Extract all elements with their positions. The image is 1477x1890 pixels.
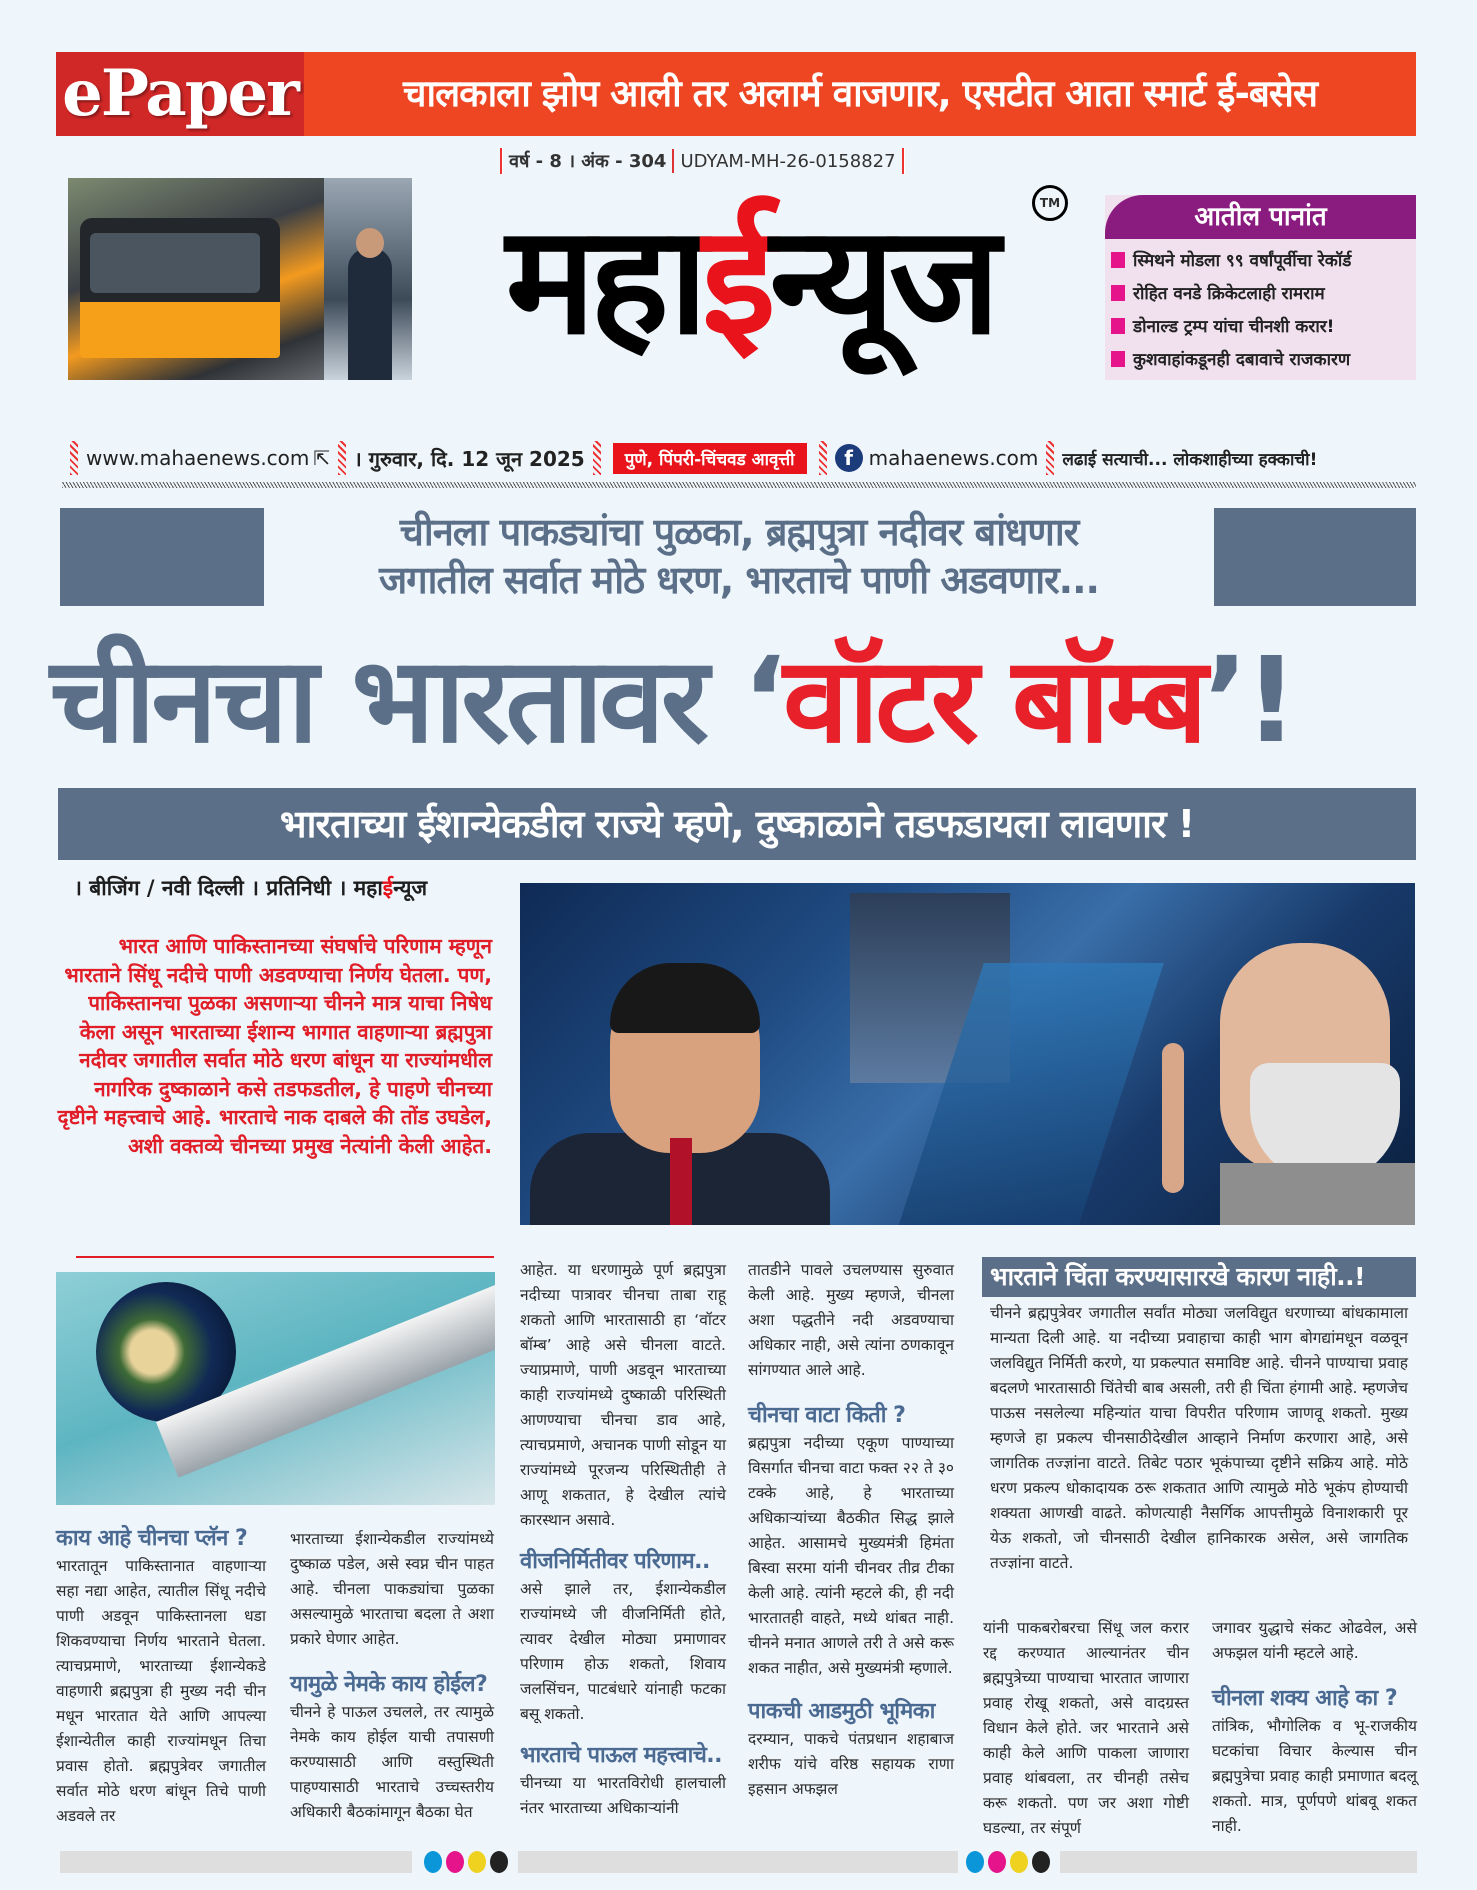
inside-item[interactable] — [1111, 309, 1410, 342]
column-text: तांत्रिक, भौगोलिक व भू-राजकीय घटकांचा विचार केल्यास चीन ब्रह्मपुत्रेचा प्रवाह काही प्रमाणात बदलू शकतो. मात्र, पूर्णपणे थांबवू शकत नाही. — [1212, 1717, 1417, 1835]
sidebar-story — [982, 1257, 1416, 1576]
headline-red: वॉटर बॉम्ब — [782, 631, 1204, 769]
bullet-square-icon — [1111, 318, 1125, 334]
raised-finger — [1162, 1043, 1184, 1193]
zigzag-divider — [70, 441, 78, 475]
inside-item[interactable] — [1111, 243, 1410, 276]
facebook-link[interactable]: mahaenews.com — [868, 446, 1039, 470]
inside-pages-list — [1105, 239, 1416, 379]
dateline-suffix: न्यूज — [393, 876, 428, 900]
logo-red-letter: ई — [701, 192, 770, 368]
column-heading: यामुळे नेमके काय होईल? — [290, 1672, 488, 1697]
leader-right — [1110, 923, 1415, 1225]
column-text: जगावर युद्धाचे संकट ओढवेल, असे अफझल यांनी म्हटले आहे. — [1212, 1619, 1417, 1662]
cursor-icon: ⇱ — [313, 446, 331, 470]
decorative-block-left — [60, 508, 264, 606]
column-2 — [290, 1527, 494, 1825]
bus-window — [90, 233, 260, 293]
registration-number: UDYAM-MH-26-0158827 — [680, 150, 896, 172]
inside-item-label: कुशवाहांकडूनही दबावाचे राजकारण — [1133, 350, 1351, 370]
edition-badge: पुणे, पिंपरी-चिंचवड आवृत्ती — [613, 443, 807, 474]
dateline — [74, 874, 427, 902]
column-heading: चीनला शक्य आहे का ? — [1212, 1686, 1398, 1711]
column-text: तातडीने पावले उचलण्यास सुरुवात केली आहे. मुख्य म्हणजे, चीनला अशा पद्धतीने नदी अडवण्याचा अधिकार नाही, असे त्यांना ठणकावून सांगण्यात आले आहे. — [748, 1261, 954, 1379]
column-1 — [56, 1524, 266, 1829]
cyan-dot-icon — [424, 1851, 442, 1873]
top-headline-link[interactable]: चालकाला झोप आली तर अलार्म वाजणार, एसटीत आता स्मार्ट ई-बसेस — [403, 72, 1317, 115]
lead-headline[interactable] — [50, 625, 1430, 775]
e-bus-photo[interactable] — [68, 178, 412, 380]
inside-item-label: डोनाल्ड ट्रम्प यांचा चीनशी करार! — [1133, 317, 1335, 337]
black-dot-icon — [490, 1851, 508, 1873]
print-registration-strip — [60, 1851, 1417, 1873]
column-heading: काय आहे चीनचा प्लॅन ? — [56, 1526, 248, 1551]
inside-pages-box — [1105, 195, 1416, 380]
subhead-line-2: जगातील सर्वात मोठे धरण, भारताचे पाणी अडवणार... — [379, 558, 1099, 602]
inside-item-label: रोहित वनडे क्रिकेटलाही रामराम — [1133, 284, 1325, 304]
headline-part-2: ’! — [1203, 631, 1295, 769]
black-dot-icon — [1032, 1851, 1050, 1873]
zigzag-divider — [1046, 441, 1054, 475]
logo-text — [430, 170, 1070, 390]
issue-number: वर्ष - 8 । अंक - 304 — [509, 151, 667, 172]
person-figure — [348, 248, 392, 380]
sidebar-text: चीनने ब्रह्मपुत्रेवर जगातील सर्वांत मोठ्या जलविद्युत धरणाच्या बांधकामाला मान्यता दिली आहे. या नदीच्या प्रवाहाचा काही भाग बोगद्यांमधून वळवून जलविद्युत निर्मिती करणे, या प्रकल्पात समाविष्ट आहे. चीनने पाण्याचा प्रवाह बदलणे भारतासाठी चिंतेची बाब असली, तरी ही चिंता हंगामी आहे. म्हणजेच पाऊस नसलेल्या महिन्यांत याचा विपरीत परिणाम जाणवू शकतो. मुख्य म्हणजे हा प्रकल्प चीनसाठीदेखील आव्हाने निर्माण करणारा आहे, असे जागतिक तज्ज्ञांना वाटते. तिबेट पठार भूकंपाच्या दृष्टीने सक्रिय आहे. मोठे धरण प्रकल्प धोकादायक ठरू शकतात आणि त्यामुळे मोठे भूकंप होण्याची शक्यता आणखी वाढते. कोणत्याही नैसर्गिक आपत्तीमुळे विनाशकारी पूर येऊ शकतो, जो चीनसाठी देखील हानिकारक असेल, असे जागतिक तज्ज्ञांना वाटते. — [990, 1304, 1408, 1572]
info-strip — [62, 440, 1416, 476]
column-text: दरम्यान, पाकचे पंतप्रधान शहाबाज शरीफ यांचे वरिष्ठ सहायक राणा इहसान अफझल — [748, 1730, 954, 1798]
magenta-dot-icon — [446, 1851, 464, 1873]
inside-pages-title: आतील पानांत — [1105, 195, 1416, 239]
tagline: लढाई सत्याची... लोकशाहीच्या हक्काची! — [1062, 449, 1318, 470]
grey-bar — [1060, 1851, 1417, 1873]
column-text: चीनने हे पाऊल उचलले, तर त्यामुळे नेमके काय होईल याची तपासणी करण्यासाठी आणि वस्तुस्थिती पाहण्यासाठी भारताचे उच्चस्तरीय अधिकारी बैठकांमागून बैठका घेत — [290, 1703, 494, 1821]
trademark-icon: TM — [1032, 185, 1068, 221]
zigzag-divider — [338, 441, 346, 475]
dateline-prefix: । बीजिंग / नवी दिल्ली । प्रतिनिधी । महा — [74, 876, 383, 900]
grey-bar — [60, 1851, 412, 1873]
magenta-dot-icon — [988, 1851, 1006, 1873]
yellow-dot-icon — [1010, 1851, 1028, 1873]
lead-banner: भारताच्या ईशान्येकडील राज्ये म्हणे, दुष्काळाने तडफडायला लावणार ! — [58, 788, 1416, 860]
dateline-red: ई — [382, 876, 394, 900]
subhead-line-1: चीनला पाकड्यांचा पुळका, ब्रह्मपुत्रा नदीवर बांधणार — [399, 510, 1079, 554]
sidebar-heading: भारताने चिंता करण्यासारखे कारण नाही..! — [982, 1257, 1416, 1297]
lead-lede: भारत आणि पाकिस्तानच्या संघर्षाचे परिणाम म्हणून भारताने सिंधू नदीचे पाणी अडवण्याचा निर्णय घेतला. पण, पाकिस्तानचा पुळका असणाऱ्या चीनने मात्र याचा निषेध केला असून भारताच्या ईशान्य भागात वाहणाऱ्या ब्रह्मपुत्रा नदीवर जगातील सर्वात मोठे धरण बांधून या राज्यांमधील नागरिक दुष्काळाने कसे तडफडतील, हे पाहणे चीनच्या दृष्टीने महत्त्वाचे आहे. भारताचे नाक दाबले की तोंड उघडेल, अशी वक्तव्ये चीनच्या प्रमुख नेत्यांनी केली आहेत. — [57, 934, 492, 1158]
website-link[interactable]: www.mahaenews.com — [86, 446, 310, 470]
inside-item[interactable] — [1111, 342, 1410, 375]
inside-item-label: स्मिथने मोडला ९९ वर्षांपूर्वीचा रेकॉर्ड — [1133, 251, 1352, 271]
hair — [610, 963, 760, 1033]
logo-suffix: न्यूज — [769, 192, 995, 368]
column-text: भारताच्या ईशान्येकडील राज्यांमध्ये दुष्काळ पडेल, असे स्वप्न चीन पाहत आहे. चीनला पाकड्यांचा पुळका असल्यामुळे भारताचा बदला ते अशा प्रकारे घेणार आहेत. — [290, 1530, 494, 1648]
column-6 — [1212, 1616, 1417, 1839]
cyan-dot-icon — [966, 1851, 984, 1873]
column-text: भारतातून पाकिस्तानात वाहणाऱ्या सहा नद्या आहेत, त्यातील सिंधू नदीचे पाणी अडवून पाकिस्तानला धडा शिकवण्याचा निर्णय भारताने घेतला. त्याचप्रमाणे, भारताच्या ईशान्येकडे वाहणारी ब्रह्मपुत्रा ही मुख्य नदी चीन मधून भारतात येते आणि आपल्या ईशान्येतील काही राज्यांमधून तिचा प्रवास होतो. ब्रह्मपुत्रेवर जगातील सर्वात मोठे धरण बांधून तिचे पाणी अडवले तर — [56, 1557, 266, 1825]
column-text: ब्रह्मपुत्रा नदीच्या एकूण पाण्याच्या विसर्गात चीनचा वाटा फक्त २२ ते ३० टक्के आहे, हे भारताच्या अधिकाऱ्यांच्या बैठकीत सिद्ध झाले आहेत. आसामचे मुख्यमंत्री हिमंता बिस्वा सरमा यांनी चीनवर तीव्र टीका केली आहे. त्यांनी म्हटले की, ही नदी भारतातही वाहते, मध्ये थांबत नाही. चीनने मनात आणले तरी ते असे करू शकत नाहीत, असे मुख्यमंत्री म्हणाले. — [748, 1434, 954, 1677]
column-heading: पाकची आडमुठी भूमिका — [748, 1699, 935, 1724]
decorative-block-right — [1214, 508, 1416, 606]
column-text: चीनच्या या भारतविरोधी हालचाली नंतर भारताच्या अधिकाऱ्यांनी — [520, 1774, 726, 1817]
column-5 — [983, 1616, 1189, 1841]
bullet-square-icon — [1111, 351, 1125, 367]
lead-photo-leaders-dam[interactable] — [520, 883, 1415, 1225]
bullet-square-icon — [1111, 252, 1125, 268]
epaper-label: ePaper — [56, 52, 304, 136]
zigzag-divider — [819, 441, 827, 475]
grey-bar — [518, 1851, 958, 1873]
column-4 — [748, 1258, 954, 1802]
yellow-dot-icon — [468, 1851, 486, 1873]
tie — [670, 1138, 692, 1225]
top-band — [56, 52, 1416, 136]
red-rule — [76, 1256, 494, 1258]
hatched-rule — [62, 482, 1416, 488]
column-text: आहेत. या धरणामुळे पूर्ण ब्रह्मपुत्रा नदीच्या पात्रावर चीनचा ताबा राहू शकतो आणि भारतासाठी हा ‘वॉटर बॉम्ब’ आहे असे चीनला वाटते. ज्याप्रमाणे, पाणी अडवून भारताच्या काही राज्यांमध्ये दुष्काळी परिस्थिती आणण्याचा चीनचा डाव आहे, त्याचप्रमाणे, अचानक पाणी सोडून या राज्यांमध्ये पूरजन्य परिस्थितीही ते आणू शकतात, हे देखील त्यांचे कारस्थान असावे. — [520, 1261, 726, 1529]
inside-item[interactable] — [1111, 276, 1410, 309]
column-heading: चीनचा वाटा किती ? — [748, 1403, 906, 1428]
bullet-square-icon — [1111, 285, 1125, 301]
headline-part-1: चीनचा भारतावर ‘ — [50, 631, 783, 769]
person-head — [356, 228, 384, 258]
facebook-icon[interactable]: f — [835, 444, 863, 472]
column-3 — [520, 1258, 726, 1821]
jacket — [1220, 1163, 1415, 1225]
mahaenews-logo[interactable] — [430, 170, 1070, 410]
column-text: यांनी पाकबरोबरचा सिंधू जल करार रद्द करण्यात आल्यानंतर चीन ब्रह्मपुत्रेच्या पाण्याचा भारतात जाणारा प्रवाह रोखू शकतो, असे वादग्रस्त विधान केले होते. जर भारताने असे काही केले आणि पाकला जाणारा प्रवाह थांबवला, तर चीनही तसेच करू शकतो. पण जर अशा गोष्टी घडल्या, तर संपूर्ण — [983, 1619, 1189, 1837]
column-text: असे झाले तर, ईशान्येकडील राज्यांमध्ये जी वीजनिर्मिती होते, त्यावर देखील मोठ्या प्रमाणावर परिणाम होऊ शकतो, शिवाय जलसिंचन, पाटबंधारे यांनाही फटका बसू शकतो. — [520, 1580, 726, 1723]
column-heading: भारताचे पाऊल महत्त्वाचे.. — [520, 1743, 723, 1768]
logo-prefix: महा — [505, 192, 702, 368]
leader-left — [520, 953, 900, 1225]
issue-date: । गुरुवार, दि. 12 जून 2025 — [354, 446, 585, 471]
zigzag-divider — [593, 441, 601, 475]
column-heading: वीजनिर्मितीवर परिणाम.. — [520, 1549, 710, 1574]
globe-dam-photo[interactable] — [56, 1272, 495, 1505]
lead-subhead — [270, 508, 1208, 604]
